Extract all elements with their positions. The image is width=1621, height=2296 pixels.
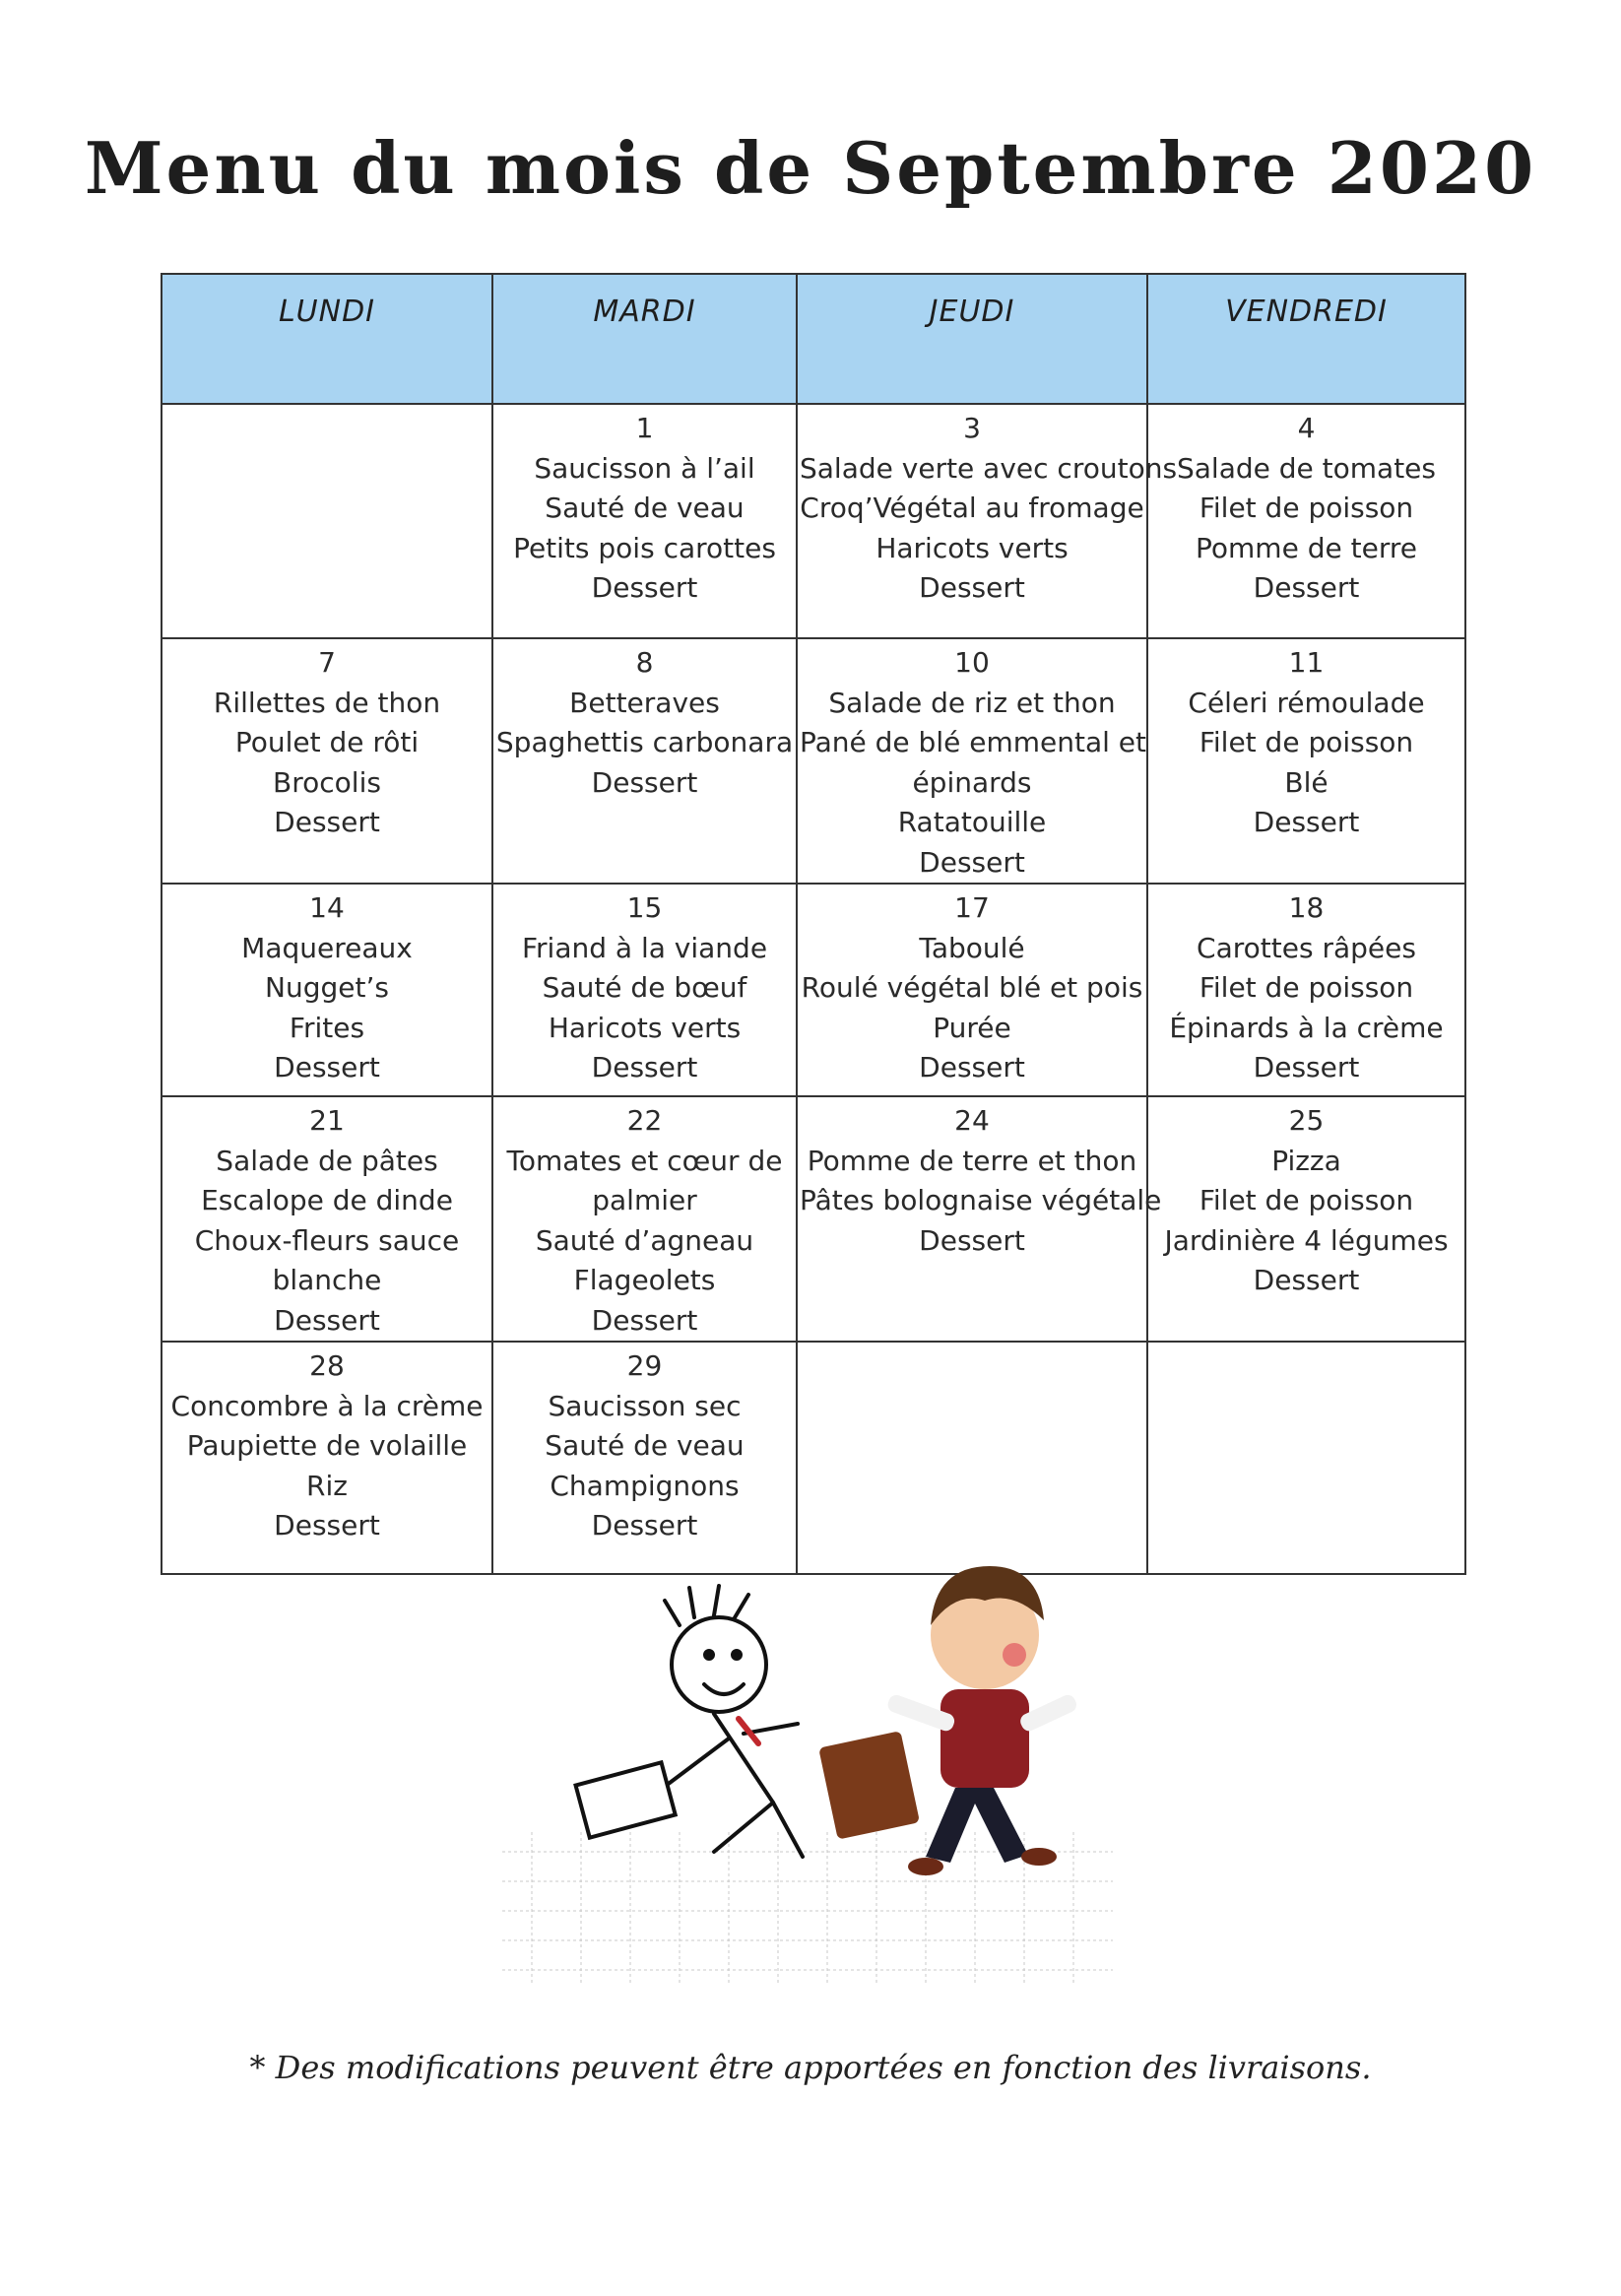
- menu-table: [161, 273, 1466, 1575]
- dish-item: Champignons: [550, 1469, 740, 1502]
- dish-item: Dessert: [591, 765, 698, 799]
- menu-cell: [492, 1342, 797, 1574]
- menu-cell: [162, 404, 492, 638]
- dish-item: Filet de poisson: [1199, 1184, 1414, 1216]
- dish-item: Dessert: [591, 1051, 698, 1083]
- dish-item: Dessert: [919, 845, 1025, 879]
- menu-cell: [797, 638, 1147, 884]
- dish-item: Nugget’s: [265, 971, 389, 1004]
- dish-item: Sauté de bœuf: [542, 971, 747, 1004]
- dish-item: Saucisson sec: [548, 1389, 742, 1422]
- week-row: [162, 404, 1465, 638]
- day-number: 21: [309, 1104, 345, 1137]
- dish-item: Concombre à la crème: [170, 1389, 484, 1422]
- dish-item: Croq’Végétal au fromage: [800, 492, 1144, 524]
- dish-item: Filet de poisson: [1199, 726, 1414, 758]
- header-lundi: LUNDI: [162, 274, 492, 404]
- header-mardi: MARDI: [492, 274, 797, 404]
- week-row: [162, 638, 1465, 884]
- dish-item: Roulé végétal blé et pois: [801, 971, 1143, 1004]
- menu-cell: [162, 1096, 492, 1342]
- dish-item: Dessert: [1253, 1264, 1360, 1296]
- dish-item: Haricots verts: [548, 1011, 742, 1044]
- dish-item: Céleri rémoulade: [1188, 686, 1425, 719]
- menu-cell: [1147, 404, 1465, 638]
- menu-cell: [492, 404, 797, 638]
- dish-item: Brocolis: [273, 765, 381, 799]
- dish-item: Betteraves: [569, 686, 720, 719]
- day-number: 25: [1288, 1104, 1325, 1137]
- dish-item: Taboulé: [919, 931, 1025, 964]
- week-row: [162, 884, 1465, 1096]
- schoolboys-illustration: [492, 1556, 1123, 1990]
- dish-item: Sauté de veau: [545, 1429, 745, 1462]
- dish-item: Salade de riz et thon: [828, 686, 1116, 719]
- day-number: 29: [626, 1349, 663, 1382]
- dish-item: Blé: [1284, 765, 1329, 799]
- dish-item: Pomme de terre et thon: [807, 1144, 1137, 1177]
- dish-item: Pâtes bolognaise végétale: [800, 1184, 1162, 1216]
- dish-item: Carottes râpées: [1197, 931, 1416, 964]
- header-jeudi: JEUDI: [797, 274, 1147, 404]
- dish-item: Pomme de terre: [1196, 531, 1417, 564]
- menu-cell: [797, 884, 1147, 1096]
- dish-item: Haricots verts: [875, 531, 1069, 564]
- dish-item: Pizza: [1271, 1144, 1341, 1177]
- day-number: 4: [1297, 412, 1316, 444]
- dish-item: Salade de pâtes: [216, 1144, 438, 1177]
- menu-cell: [1147, 638, 1465, 884]
- dish-item: Dessert: [591, 1303, 698, 1337]
- day-number: 17: [954, 891, 990, 924]
- menu-cell: [797, 404, 1178, 638]
- dish-item: Poulet de rôti: [234, 726, 420, 758]
- menu-cell: [797, 1342, 1147, 1574]
- dish-item: Spaghettis carbonara: [495, 726, 794, 758]
- dish-item: Dessert: [919, 1051, 1025, 1083]
- dish-item: Dessert: [591, 571, 698, 604]
- day-number: 22: [626, 1104, 663, 1137]
- dish-item: Dessert: [1253, 806, 1360, 838]
- dish-item: Ratatouille: [897, 806, 1047, 838]
- dish-item: épinards: [912, 765, 1032, 799]
- dish-item: Dessert: [919, 571, 1025, 604]
- dish-item: Maquereaux: [241, 931, 413, 964]
- dish-item: Saucisson à l’ail: [534, 451, 755, 485]
- menu-cell: [492, 1096, 797, 1342]
- color-boy: [818, 1566, 1078, 1875]
- day-number: 8: [635, 646, 654, 679]
- dish-item: palmier: [592, 1184, 697, 1216]
- footnote: * Des modifications peuvent être apportées en fonction des livraisons.: [249, 2049, 1372, 2086]
- dish-item: Frites: [289, 1011, 365, 1044]
- menu-cell: [1147, 1342, 1465, 1574]
- dish-item: Dessert: [1253, 571, 1360, 604]
- dish-item: Filet de poisson: [1199, 971, 1414, 1004]
- dish-item: Sauté de veau: [545, 492, 745, 524]
- dish-item: Salade verte avec croutons: [800, 451, 1178, 485]
- day-number: 10: [954, 646, 990, 679]
- dish-item: Dessert: [274, 1051, 380, 1083]
- dish-item: Paupiette de volaille: [186, 1429, 468, 1462]
- day-number: 7: [318, 646, 336, 679]
- dish-item: Rillettes de thon: [213, 686, 441, 719]
- dish-item: Sauté d’agneau: [535, 1223, 754, 1257]
- week-row: [162, 1342, 1465, 1574]
- dish-item: Dessert: [919, 1223, 1025, 1257]
- dish-item: Friand à la viande: [521, 931, 768, 964]
- day-number: 14: [309, 891, 345, 924]
- sketch-boy: [576, 1586, 803, 1857]
- header-row: [162, 274, 1465, 404]
- day-number: 28: [309, 1349, 345, 1382]
- menu-cell: [797, 1096, 1162, 1342]
- dish-item: Dessert: [274, 1303, 380, 1337]
- week-row: [162, 1096, 1465, 1342]
- dish-item: Filet de poisson: [1199, 492, 1414, 524]
- dish-item: blanche: [272, 1264, 382, 1296]
- menu-cell: [492, 884, 797, 1096]
- dish-item: Salade de tomates: [1176, 451, 1436, 485]
- menu-cell: [1147, 884, 1465, 1096]
- dish-item: Riz: [306, 1469, 348, 1502]
- dish-item: Jardinière 4 légumes: [1164, 1223, 1449, 1257]
- day-number: 11: [1288, 646, 1325, 679]
- day-number: 1: [635, 412, 654, 444]
- dish-item: Escalope de dinde: [201, 1184, 453, 1216]
- dish-item: Dessert: [1253, 1051, 1360, 1083]
- dish-item: Dessert: [274, 806, 380, 838]
- dish-item: Épinards à la crème: [1169, 1011, 1444, 1044]
- header-vendredi: VENDREDI: [1147, 274, 1465, 404]
- menu-cell: [162, 1342, 492, 1574]
- dish-item: Choux-fleurs sauce: [194, 1223, 460, 1257]
- dish-item: Petits pois carottes: [513, 531, 776, 564]
- dish-item: Dessert: [591, 1509, 698, 1542]
- dish-item: Purée: [933, 1011, 1011, 1044]
- dish-item: Flageolets: [573, 1264, 716, 1296]
- menu-cell: [162, 884, 492, 1096]
- day-number: 3: [963, 412, 981, 444]
- day-number: 18: [1288, 891, 1325, 924]
- menu-cell: [162, 638, 492, 884]
- menu-cell: [492, 638, 797, 884]
- dish-item: Pané de blé emmental et: [800, 726, 1147, 758]
- day-number: 15: [626, 891, 663, 924]
- page-title: Menu du mois de Septembre 2020: [84, 126, 1537, 210]
- menu-cell: [1147, 1096, 1465, 1342]
- day-number: 24: [954, 1104, 990, 1137]
- dish-item: Dessert: [274, 1509, 380, 1542]
- dish-item: Tomates et cœur de: [506, 1144, 783, 1177]
